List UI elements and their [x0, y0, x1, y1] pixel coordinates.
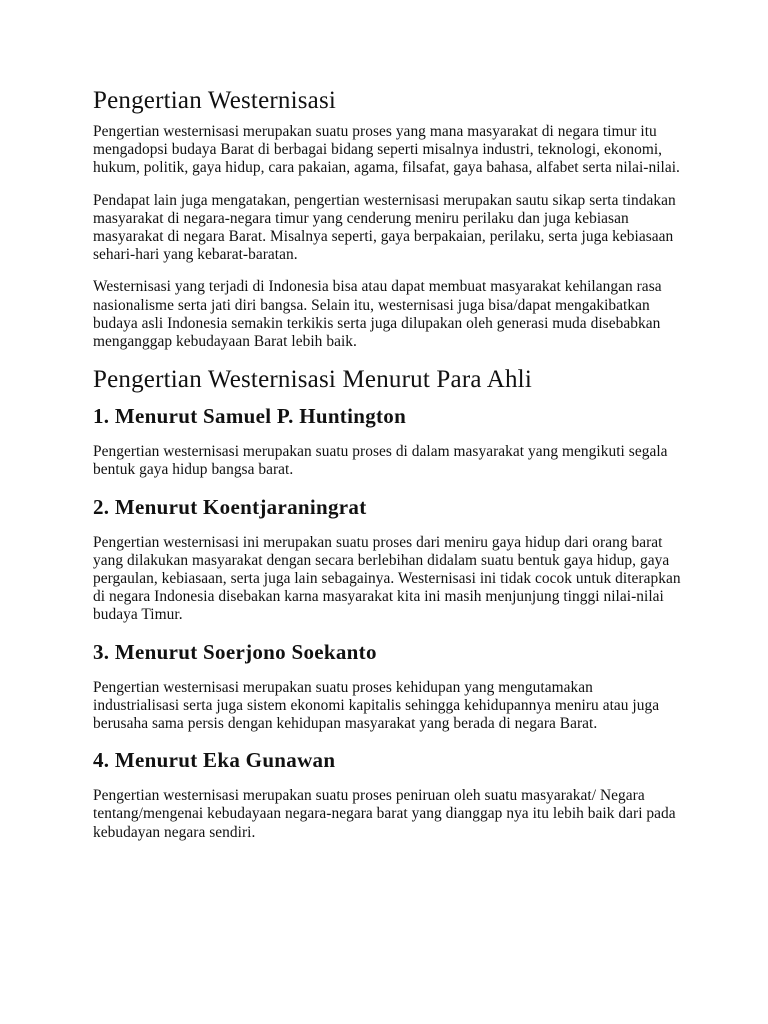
intro-paragraph-2: Pendapat lain juga mengatakan, pengertian westernisasi merupakan sautu sikap serta tindakan masyarakat di negara-negara timur yang cenderung meniru perilaku dan juga kebiasan masyarakat di negara Barat. Misalnya seperti, gaya berpakaian, perilaku, serta juga kebiasaan sehari-hari yang kebarat-baratan.	[93, 191, 676, 264]
intro-paragraph-1: Pengertian westernisasi merupakan suatu proses yang mana masyarakat di negara timur itu mengadopsi budaya Barat di berbagai bidang seperti misalnya industri, teknologi, ekonomi, hukum, politik, gaya hidup, cara pakaian, agama, filsafat, gaya bahasa, alfabet serta nilai-nilai.	[93, 123, 680, 177]
document-page	[93, 86, 681, 856]
intro-paragraph-3: Westernisasi yang terjadi di Indonesia bisa atau dapat membuat masyarakat kehilangan rasa nasionalisme serta jati diri bangsa. Selain itu, westernisasi juga bisa/dapat mengakibatkan budaya asli Indonesia semakin terkikis serta juga dilupakan oleh generasi muda disebabkan menganggap kebudayaan Barat lebih baik.	[93, 278, 662, 351]
expert-heading-2: 2. Menurut Koentjaraningrat	[93, 494, 367, 519]
page-title: Pengertian Westernisasi	[93, 87, 337, 114]
expert-paragraph-1: Pengertian westernisasi merupakan suatu proses di dalam masyarakat yang mengikuti segala bentuk gaya hidup bangsa barat.	[93, 443, 668, 479]
expert-paragraph-4: Pengertian westernisasi merupakan suatu proses peniruan oleh suatu masyarakat/ Negara tentang/mengenai kebudayaan negara-negara barat yang dianggap nya itu lebih baik dari pada kebudayan negara sendiri.	[93, 787, 676, 841]
expert-heading-1: 1. Menurut Samuel P. Huntington	[93, 404, 407, 429]
expert-paragraph-2: Pengertian westernisasi ini merupakan suatu proses dari meniru gaya hidup dari orang barat yang dilakukan masyarakat dengan secara berlebihan didalam suatu bentuk gaya hidup, gaya pergaulan, kebiasaan, serta juga lain sebagainya. Westernisasi ini tidak cocok untuk diterapkan di negara Indonesia disebakan karna masyarakat kita ini masih menjunjung tinggi nilai-nilai budaya Timur.	[93, 533, 681, 624]
expert-heading-4: 4. Menurut Eka Gunawan	[93, 748, 336, 773]
section-title-experts: Pengertian Westernisasi Menurut Para Ahli	[93, 366, 532, 394]
expert-heading-3: 3. Menurut Soerjono Soekanto	[93, 639, 377, 664]
expert-paragraph-3: Pengertian westernisasi merupakan suatu proses kehidupan yang mengutamakan industrialisasi serta juga sistem ekonomi kapitalis sehingga kehidupannya meniru atau juga berusaha sama persis dengan kehidupan masyarakat yang berada di negara Barat.	[93, 678, 660, 733]
